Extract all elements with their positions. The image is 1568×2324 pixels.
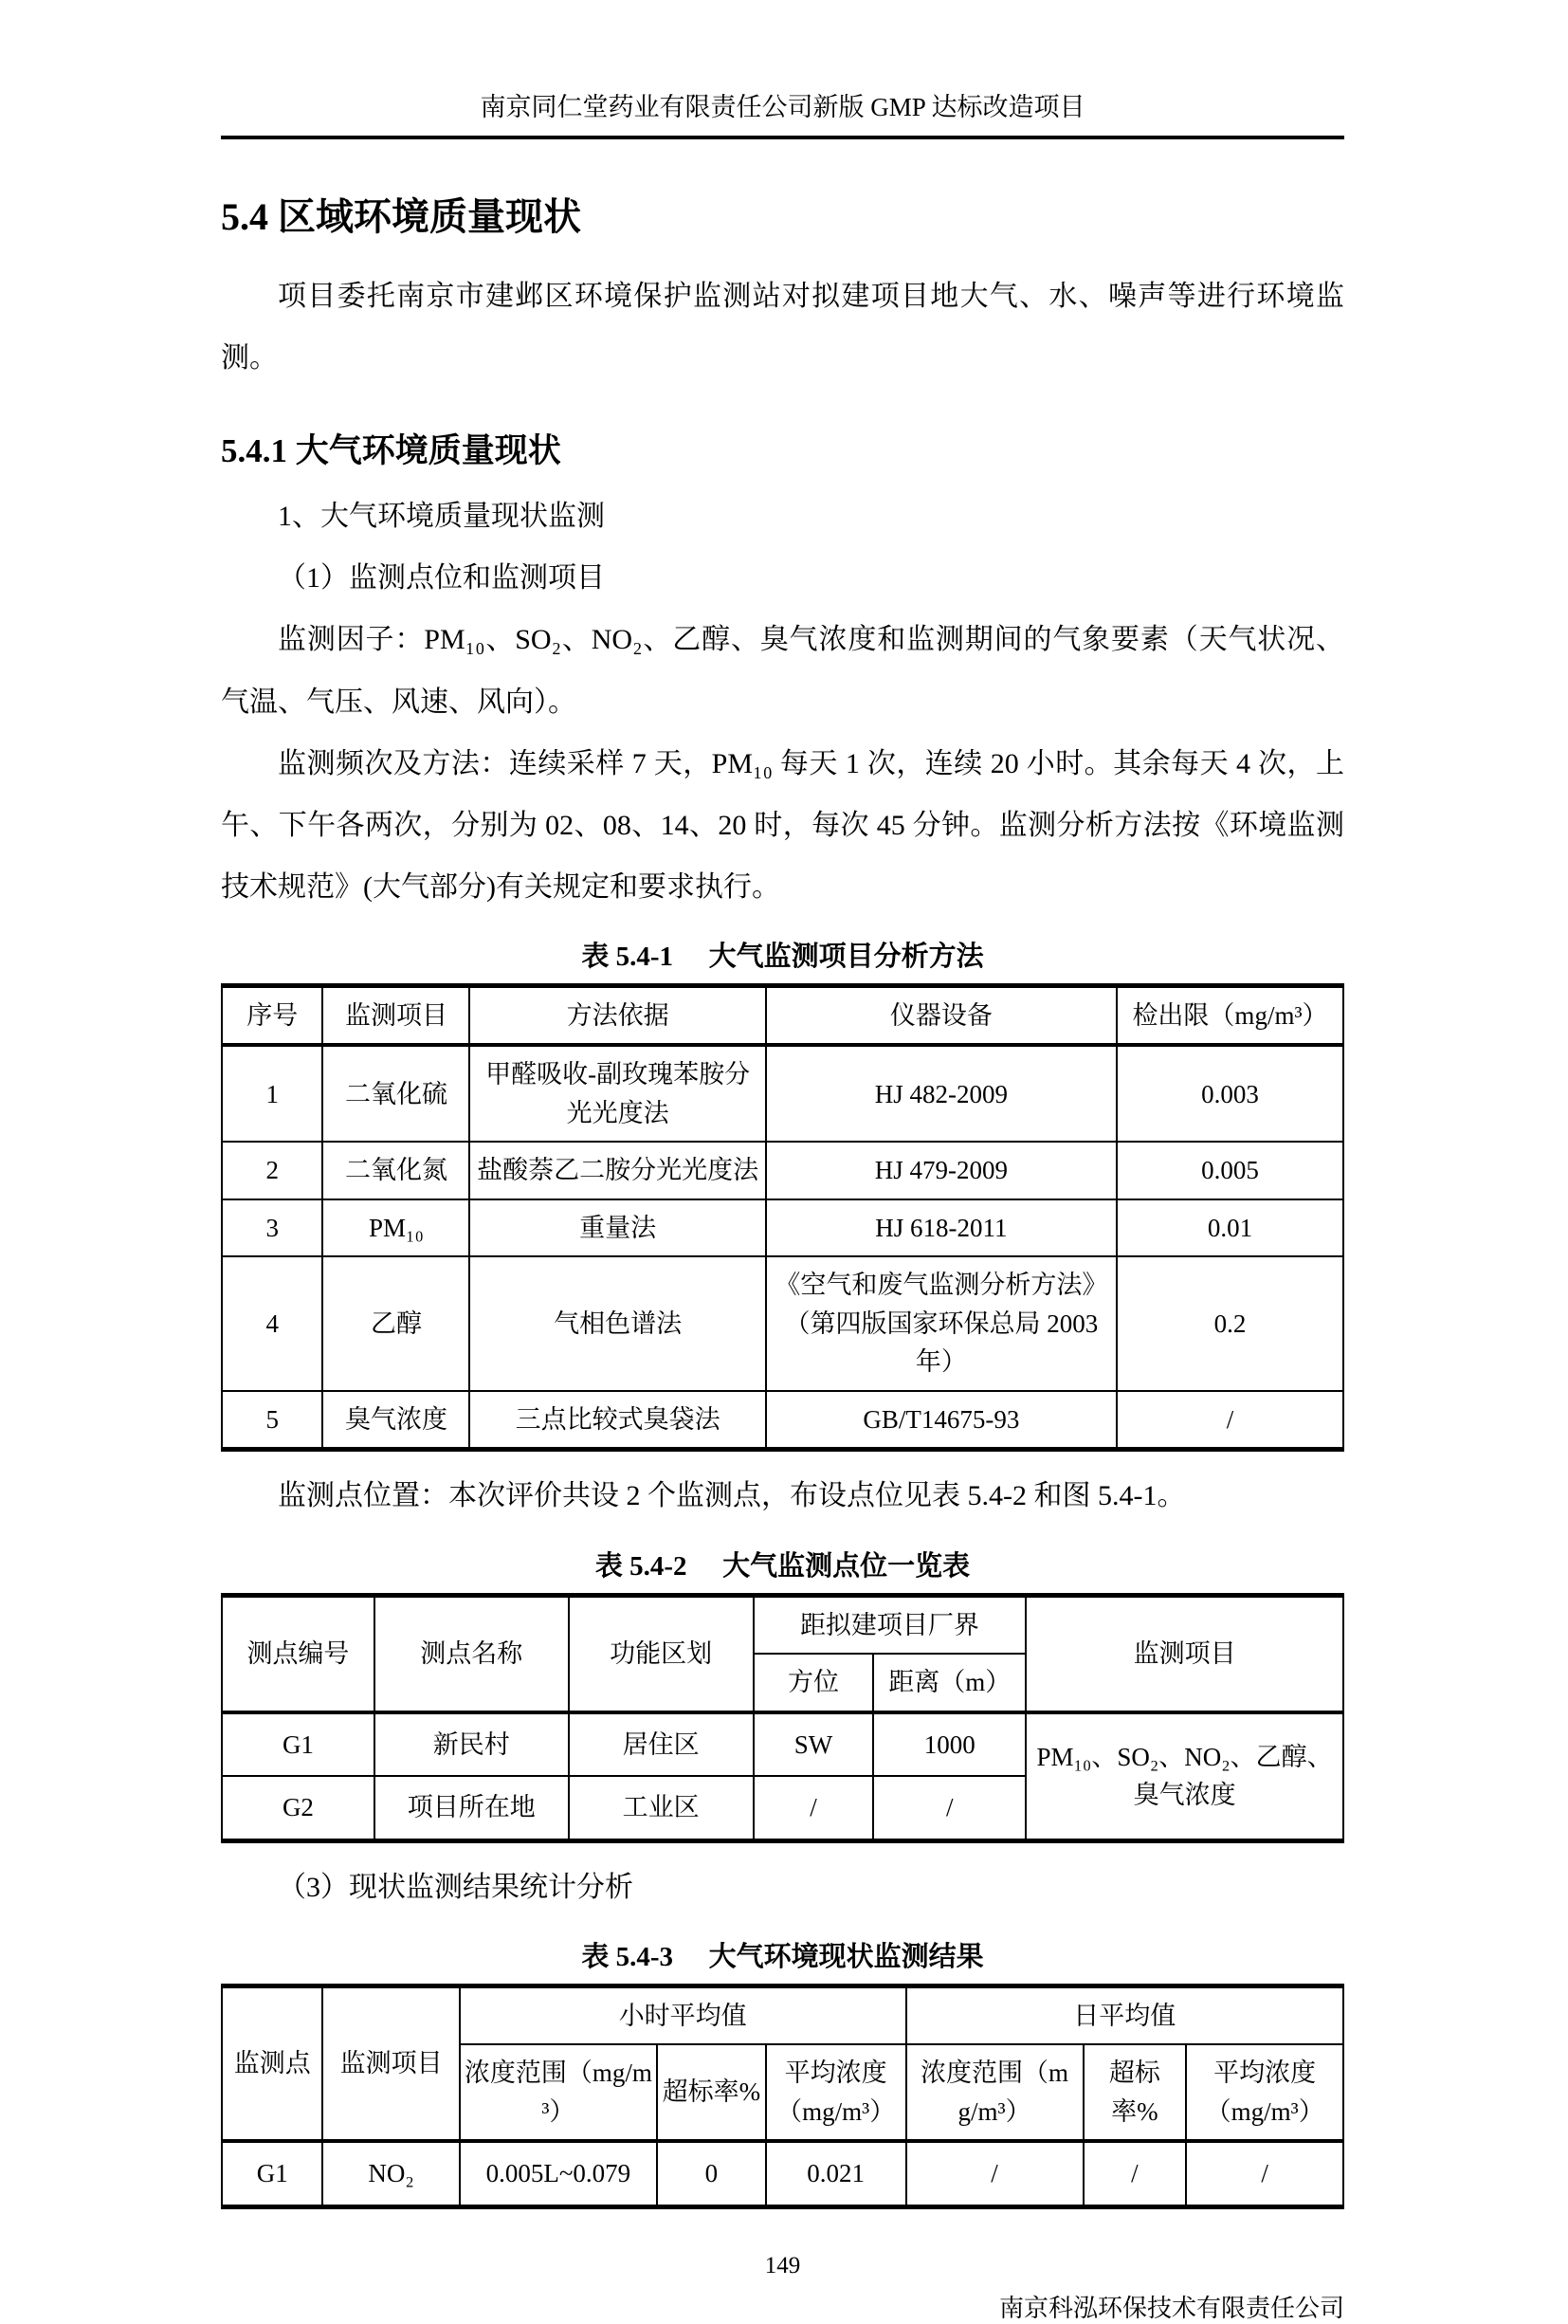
- paragraph-intro: 项目委托南京市建邺区环境保护监测站对拟建项目地大气、水、噪声等进行环境监测。: [221, 281, 1344, 375]
- table1-caption: [221, 935, 1344, 974]
- table2-header-direction: 方位: [754, 1654, 874, 1712]
- table-cell: 盐酸萘乙二胺分光光度法: [469, 1142, 765, 1199]
- table-cell: 0.005L~0.079: [460, 2141, 657, 2206]
- table-cell: /: [754, 1776, 874, 1840]
- table1-header-instrument: 仪器设备: [766, 985, 1117, 1045]
- table-cell: G1: [222, 1712, 374, 1777]
- table1-header-row: [222, 985, 1343, 1045]
- table1-caption-label: 表 5.4-1: [581, 941, 673, 972]
- table2-header-distance: 距离（m）: [873, 1654, 1026, 1712]
- table2-items-cell: PM₁₀、SO₂、NO₂、乙醇、臭气浓度: [1026, 1712, 1343, 1841]
- table-cell: 项目所在地: [374, 1776, 569, 1840]
- table-cell: 重量法: [469, 1199, 765, 1257]
- paragraph-sub1: 1、大气环境质量现状监测: [278, 501, 605, 533]
- table-cell: HJ 482-2009: [766, 1045, 1117, 1142]
- table-cell: 二氧化氮: [322, 1142, 469, 1199]
- table3-header-hourly-exceed: 超标率%: [657, 2044, 766, 2141]
- paragraph-monitoring-points: 监测点位置：本次评价共设 2 个监测点，布设点位见表 5.4-2 和图 5.4-1。: [278, 1480, 1186, 1512]
- table-cell: 2: [222, 1142, 322, 1199]
- table-cell: 甲醛吸收-副玫瑰苯胺分光光度法: [469, 1045, 765, 1142]
- table3-header-hourly: 小时平均值: [460, 1985, 906, 2044]
- table-cell: HJ 618-2011: [766, 1199, 1117, 1257]
- table-cell: PM₁₀: [322, 1199, 469, 1257]
- table-monitoring-points: [221, 1593, 1344, 1843]
- table3-header-daily-range: 浓度范围（mg/m³）: [906, 2044, 1084, 2141]
- table1-header-index: 序号: [222, 985, 322, 1045]
- table-cell: 4: [222, 1256, 322, 1391]
- table1-header-detection-limit: 检出限（mg/m³）: [1117, 985, 1343, 1045]
- table-cell: SW: [754, 1712, 874, 1777]
- table-row: [222, 1712, 1343, 1777]
- table-cell: /: [906, 2141, 1084, 2206]
- table2-header-point-name: 测点名称: [374, 1595, 569, 1712]
- table3-caption-label: 表 5.4-3: [581, 1941, 673, 1972]
- table-cell: 三点比较式臭袋法: [469, 1391, 765, 1450]
- table2-caption-label: 表 5.4-2: [594, 1550, 687, 1582]
- table-cell: 0: [657, 2141, 766, 2206]
- footer-company-name: 南京科泓环保技术有限责任公司: [998, 2294, 1344, 2322]
- table-row: [222, 1391, 1343, 1450]
- table-cell: 1000: [873, 1712, 1026, 1777]
- paragraph-frequency: 监测频次及方法：连续采样 7 天，PM₁₀ 每天 1 次，连续 20 小时。其余每天 4 次，上午、下午各两次，分别为 02、08、14、20 时，每次 45 分钟。监测分析方法按《环境监测技术规范》(大气部分)有关规定和要求执行。: [221, 747, 1344, 903]
- table2-header-items: 监测项目: [1026, 1595, 1343, 1712]
- table-cell: 气相色谱法: [469, 1256, 765, 1391]
- table-cell: NO₂: [322, 2141, 459, 2206]
- table-cell: 臭气浓度: [322, 1391, 469, 1450]
- table3-header-point: 监测点: [222, 1985, 322, 2141]
- table-cell: /: [873, 1776, 1026, 1840]
- table3-header-row1: [222, 1985, 1343, 2044]
- table2-header-point-id: 测点编号: [222, 1595, 374, 1712]
- table-cell: /: [1186, 2141, 1343, 2206]
- table1-header-item: 监测项目: [322, 985, 469, 1045]
- table-cell: 1: [222, 1045, 322, 1142]
- table-row: [222, 1199, 1343, 1257]
- table-cell: GB/T14675-93: [766, 1391, 1117, 1450]
- page-number: 149: [764, 2252, 801, 2278]
- table3-header-hourly-avg: 平均浓度（mg/m³）: [766, 2044, 906, 2141]
- paragraph-factors: 监测因子：PM₁₀、SO₂、NO₂、乙醇、臭气浓度和监测期间的气象要素（天气状况、气温、气压、风速、风向）。: [221, 624, 1344, 718]
- table2-caption: [221, 1545, 1344, 1583]
- table-cell: 0.005: [1117, 1142, 1343, 1199]
- table-cell: HJ 479-2009: [766, 1142, 1117, 1199]
- table2-header-boundary-group: 距拟建项目厂界: [754, 1595, 1026, 1654]
- table-cell: 新民村: [374, 1712, 569, 1777]
- table-cell: 工业区: [569, 1776, 754, 1840]
- header-divider: [221, 136, 1344, 139]
- table1-caption-title: 大气监测项目分析方法: [708, 941, 984, 972]
- table-cell: 0.003: [1117, 1045, 1343, 1142]
- table2-caption-title: 大气监测点位一览表: [722, 1550, 971, 1582]
- page-header-title: 南京同仁堂药业有限责任公司新版 GMP 达标改造项目: [480, 93, 1085, 121]
- table-cell: G1: [222, 2141, 322, 2206]
- table-row: [222, 1045, 1343, 1142]
- table2-header-function-zone: 功能区划: [569, 1595, 754, 1712]
- section-heading-5-4-1: 5.4.1 大气环境质量现状: [221, 432, 561, 470]
- table-cell: 0.021: [766, 2141, 906, 2206]
- table-row: [222, 2141, 1343, 2206]
- table3-header-daily-exceed: 超标率%: [1084, 2044, 1187, 2141]
- table-cell: 二氧化硫: [322, 1045, 469, 1142]
- table-cell: 3: [222, 1199, 322, 1257]
- table-row: [222, 1256, 1343, 1391]
- table-cell: G2: [222, 1776, 374, 1840]
- table-row: [222, 1142, 1343, 1199]
- table-cell: 0.2: [1117, 1256, 1343, 1391]
- table-cell: 居住区: [569, 1712, 754, 1777]
- paragraph-sub3: （3）现状监测结果统计分析: [278, 1871, 633, 1903]
- table3-header-item: 监测项目: [322, 1985, 459, 2141]
- table2-header-row1: [222, 1595, 1343, 1654]
- table-cell: /: [1084, 2141, 1187, 2206]
- table1-header-method: 方法依据: [469, 985, 765, 1045]
- table3-caption: [221, 1935, 1344, 1974]
- paragraph-sub2: （1）监测点位和监测项目: [278, 562, 605, 595]
- table3-header-daily-avg: 平均浓度（mg/m³）: [1186, 2044, 1343, 2141]
- table3-caption-title: 大气环境现状监测结果: [708, 1941, 984, 1972]
- table-cell: 0.01: [1117, 1199, 1343, 1257]
- table-cell: /: [1117, 1391, 1343, 1450]
- table-cell: 《空气和废气监测分析方法》（第四版国家环保总局 2003 年）: [766, 1256, 1117, 1391]
- table3-header-hourly-range: 浓度范围（mg/m³）: [460, 2044, 657, 2141]
- table-cell: 5: [222, 1391, 322, 1450]
- section-heading-5-4: 5.4 区域环境质量现状: [221, 195, 581, 239]
- table-analysis-methods: [221, 983, 1344, 1453]
- table-cell: 乙醇: [322, 1256, 469, 1391]
- table-monitoring-results: [221, 1984, 1344, 2209]
- table3-header-daily: 日平均值: [906, 1985, 1343, 2044]
